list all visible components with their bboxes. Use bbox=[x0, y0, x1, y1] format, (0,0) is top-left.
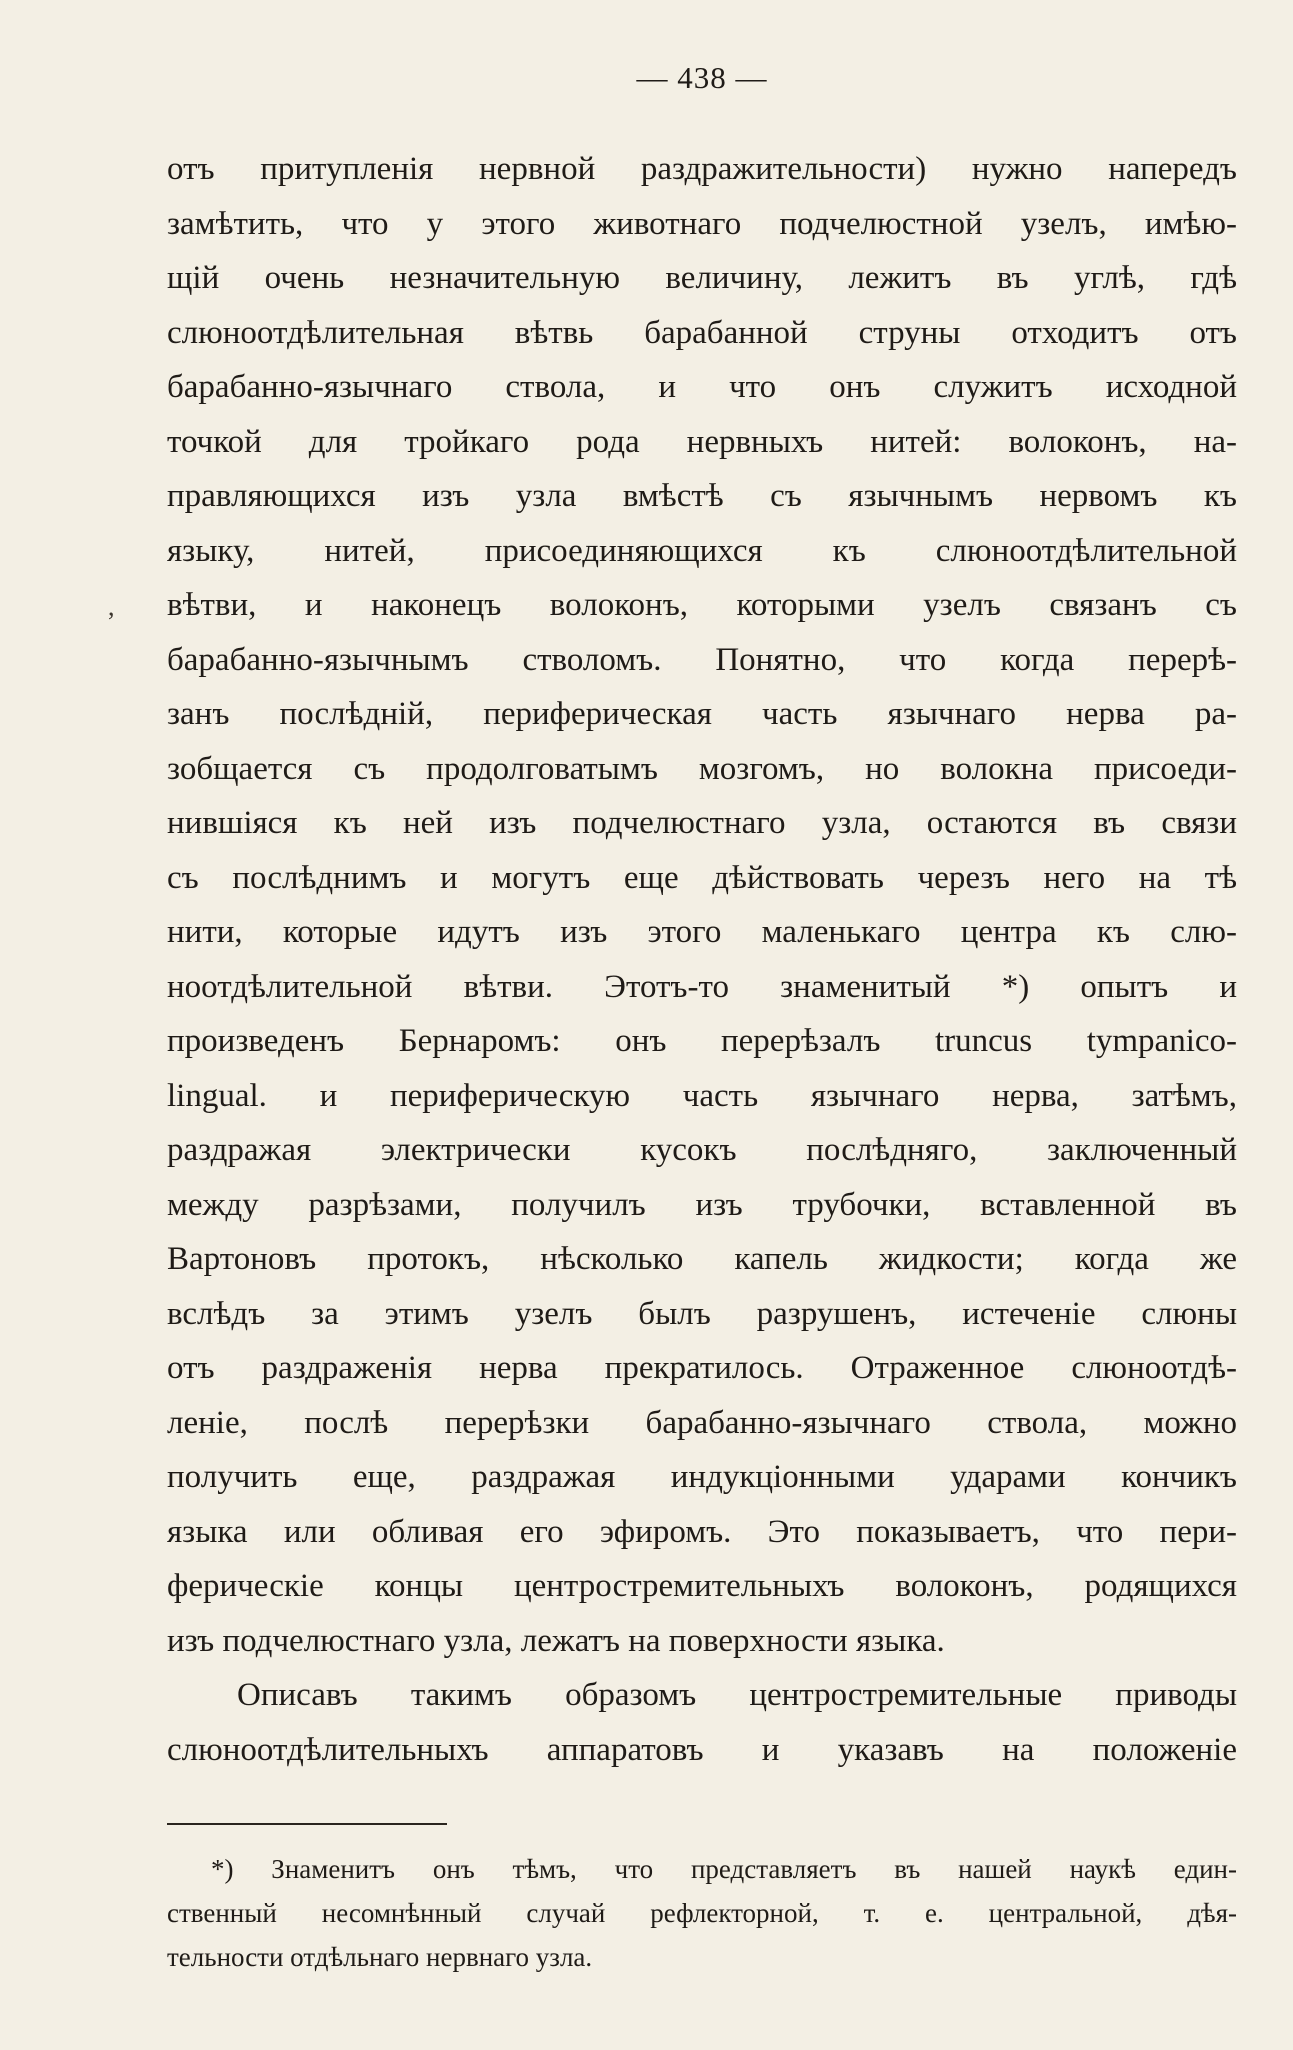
text-line: lingual. и периферическую часть язычнаго нерва, затѣмъ, bbox=[167, 1077, 1237, 1114]
text-line: замѣтить, что у этого животнаго подчелюстной узелъ, имѣю- bbox=[167, 205, 1237, 242]
text-line: щій очень незначительную величину, лежитъ въ углѣ, гдѣ bbox=[167, 260, 1237, 296]
footnote-line: ственный несомнѣнный случай рефлекторной, т. е. центральной, дѣя- bbox=[167, 1898, 1237, 1928]
text-line: барабанно-язычнаго ствола, и что онъ служитъ исходной bbox=[167, 369, 1237, 405]
text-line: слюноотдѣлительная вѣтвь барабанной струны отходитъ отъ bbox=[167, 314, 1237, 351]
text-line: произведенъ Бернаромъ: онъ перерѣзалъ truncus tympanico- bbox=[167, 1023, 1237, 1059]
footnote-line: тельности отдѣльнаго нервнаго узла. bbox=[167, 1942, 593, 1972]
text-line: точкой для тройкаго рода нервныхъ нитей: волоконъ, на- bbox=[167, 423, 1237, 460]
text-line: языку, нитей, присоединяющихся къ слюноотдѣлительной bbox=[167, 532, 1237, 569]
margin-mark: , bbox=[108, 592, 115, 621]
text-line: барабанно-язычнымъ стволомъ. Понятно, что когда перерѣ- bbox=[167, 641, 1237, 678]
footnote-divider bbox=[167, 1823, 447, 1825]
text-line: вслѣдъ за этимъ узелъ былъ разрушенъ, истеченіе слюны bbox=[167, 1295, 1237, 1332]
text-line: зобщается съ продолговатымъ мозгомъ, но волокна присоеди- bbox=[167, 750, 1237, 787]
text-line: изъ подчелюстнаго узла, лежатъ на поверхности языка. bbox=[167, 1622, 945, 1659]
text-line: занъ послѣдній, периферическая часть язычнаго нерва ра- bbox=[167, 696, 1237, 732]
text-line: ноотдѣлительной вѣтви. Этотъ-то знаменитый *) опытъ и bbox=[167, 968, 1237, 1005]
text-line: Описавъ такимъ образомъ центростремительные приводы bbox=[237, 1677, 1237, 1713]
footnote bbox=[167, 1847, 1237, 1979]
text-line: отъ притупленія нервной раздражительности) нужно напередъ bbox=[167, 151, 1237, 187]
page-number: — 438 — bbox=[636, 60, 768, 95]
text-line: правляющихся изъ узла вмѣстѣ съ язычнымъ нервомъ къ bbox=[167, 478, 1237, 514]
text-line: съ послѣднимъ и могутъ еще дѣйствовать черезъ него на тѣ bbox=[167, 859, 1237, 896]
text-line: получить еще, раздражая индукціонными ударами кончикъ bbox=[167, 1459, 1237, 1495]
text-line: нити, которые идутъ изъ этого маленькаго центра къ слю- bbox=[167, 914, 1237, 950]
text-line: раздражая электрически кусокъ послѣдняго, заключенный bbox=[167, 1132, 1237, 1168]
text-line: слюноотдѣлительныхъ аппаратовъ и указавъ на положеніе bbox=[167, 1731, 1237, 1768]
text-line: леніе, послѣ перерѣзки барабанно-язычнаго ствола, можно bbox=[167, 1404, 1237, 1441]
text-line: вѣтви, и наконецъ волоконъ, которыми узелъ связанъ съ bbox=[167, 587, 1237, 623]
text-line: нившіяся къ ней изъ подчелюстнаго узла, остаются въ связи bbox=[167, 805, 1237, 841]
text-line: между разрѣзами, получилъ изъ трубочки, вставленной въ bbox=[167, 1186, 1237, 1223]
text-line: ферическіе концы центростремительныхъ волоконъ, родящихся bbox=[167, 1568, 1237, 1604]
footnote-line: *) Знаменитъ онъ тѣмъ, что представляетъ въ нашей наукѣ един- bbox=[211, 1854, 1237, 1884]
text-line: отъ раздраженія нерва прекратилось. Отраженное слюноотдѣ- bbox=[167, 1350, 1237, 1386]
body-text bbox=[167, 142, 1237, 1777]
text-line: языка или обливая его эфиромъ. Это показываетъ, что пери- bbox=[167, 1513, 1237, 1550]
text-line: Вартоновъ протокъ, нѣсколько капель жидкости; когда же bbox=[167, 1241, 1237, 1277]
